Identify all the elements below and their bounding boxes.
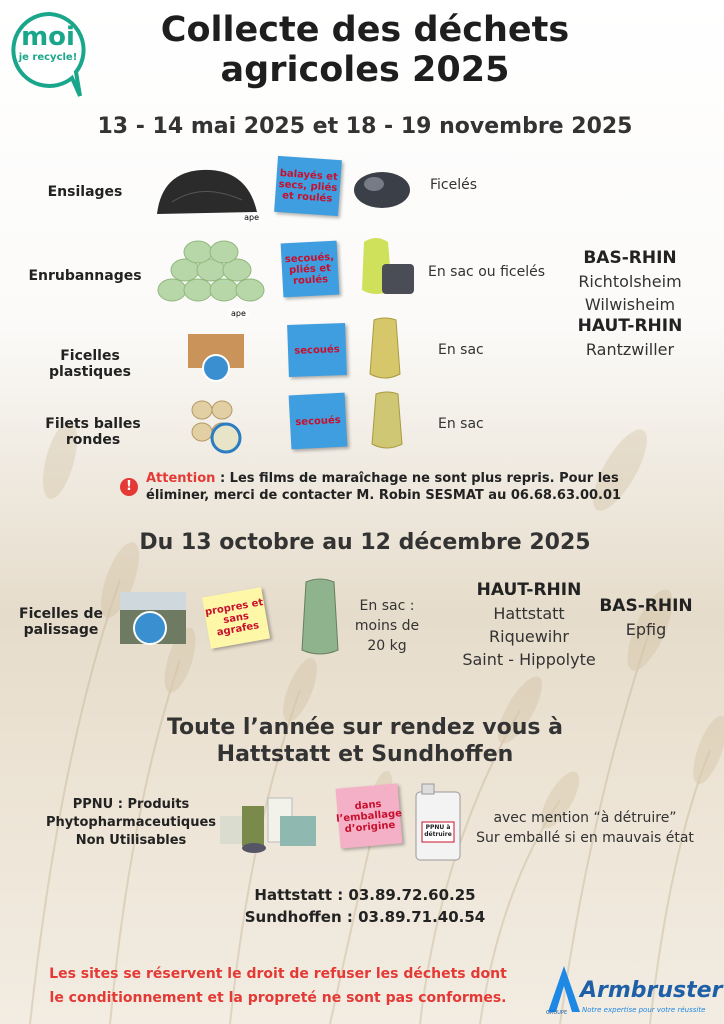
label-line-2: palissage <box>23 622 99 638</box>
remark-2: Sur emballé si en mauvais état <box>476 830 694 846</box>
sticky-note-ppnu: dans l’emballage d’origine <box>336 783 403 848</box>
region-bas-rhin: BAS-RHIN <box>583 248 677 268</box>
section2-dates: Du 13 octobre au 12 décembre 2025 <box>139 530 591 555</box>
region-haut-rhin: HAUT-RHIN <box>476 580 582 600</box>
region-bas-rhin: BAS-RHIN <box>599 596 693 616</box>
brand-name: Armbruster <box>580 978 723 1003</box>
logo-text-recycle: je recycle! <box>18 52 78 63</box>
contact-sundhoffen: Sundhoffen : 03.89.71.40.54 <box>244 908 486 926</box>
warning-line-1: Les sites se réservent le droit de refuser les déchets dont <box>49 966 507 982</box>
row-label-ficelles-palissage <box>16 606 106 638</box>
brand-tagline: Notre expertise pour votre réussite <box>582 1006 706 1014</box>
page-title <box>130 10 600 90</box>
row-condition-enrubannages: En sac ou ficelés <box>428 264 546 280</box>
sticky-note-ficelles-plastiques: secoués <box>287 323 347 377</box>
row-label-enrubannages: Enrubannages <box>28 268 142 284</box>
section3-title <box>80 714 650 768</box>
row-condition-ficelles-plastiques: En sac <box>438 342 484 358</box>
region-haut-rhin: HAUT-RHIN <box>577 316 683 336</box>
ppnu-line-2: Phytopharmaceutiques <box>46 815 217 830</box>
bundled-plastic-image <box>352 164 412 210</box>
brand-group: GROUPE <box>546 1010 568 1016</box>
footer-warning <box>18 962 538 1010</box>
row-condition-filets: En sac <box>438 416 484 432</box>
sack-image <box>298 576 342 658</box>
section3-title-line-2: Hattstatt et Sundhoffen <box>216 742 514 767</box>
sticky-note-ensilages: balayés et secs, pliés et roulés <box>274 156 342 216</box>
row-label-filets: Filets balles rondes <box>45 416 141 448</box>
section1-dates: 13 - 14 mai 2025 et 18 - 19 novembre 2025 <box>97 114 633 139</box>
sack-image <box>368 390 406 452</box>
remark-1: avec mention “à détruire” <box>493 810 677 826</box>
sticky-note-enrubannages: secoués, pliés et roulés <box>281 241 340 298</box>
city-epfig: Epfig <box>625 620 667 639</box>
condition-line-1: En sac : <box>359 598 415 614</box>
sticky-note-palissage: propres et sans agrafes <box>202 587 270 649</box>
jerrycan-label: PPNU à détruire <box>424 824 452 838</box>
sticky-note-filets: secoués <box>289 393 348 450</box>
warning-line-2: le conditionnement et la propreté ne sont pas conformes. <box>49 990 507 1006</box>
wrapped-bales-image <box>152 240 272 318</box>
section2-haut-rhin <box>454 580 604 669</box>
city-rantzwiller: Rantzwiller <box>585 340 675 359</box>
moi-je-recycle-logo <box>10 10 90 100</box>
vineyard-image <box>118 590 190 652</box>
city-wilwisheim: Wilwisheim <box>584 295 676 314</box>
twine-pallet-image <box>186 330 250 382</box>
ape-tag: ape <box>241 213 262 222</box>
row-condition-ensilages: Ficelés <box>430 177 478 193</box>
attention-icon: ! <box>120 478 138 496</box>
title-line-1: Collecte des déchets <box>160 10 570 50</box>
ppnu-line-3: Non Utilisables <box>75 833 187 848</box>
city-hattstatt: Hattstatt <box>493 604 565 623</box>
sack-image <box>366 316 404 382</box>
section3-title-line-1: Toute l’année sur rendez vous à <box>166 715 564 740</box>
section1-regions <box>560 248 700 359</box>
condition-line-2: moins de <box>354 618 420 634</box>
city-riquewihr: Riquewihr <box>489 627 569 646</box>
condition-line-3: 20 kg <box>367 638 407 654</box>
row-label-ficelles-plastiques: Ficelles plastiques <box>49 348 131 380</box>
city-saint-hippolyte: Saint - Hippolyte <box>462 650 596 669</box>
city-richtolsheim: Richtolsheim <box>578 272 682 291</box>
label-line-1: Ficelles de <box>19 606 103 622</box>
row-label-ensilages: Ensilages <box>47 184 123 200</box>
net-rolls-image <box>190 398 250 454</box>
logo-text-moi: moi <box>21 22 75 52</box>
section2-bas-rhin <box>596 596 696 639</box>
contact-hattstatt: Hattstatt : 03.89.72.60.25 <box>254 886 476 904</box>
silage-image <box>152 162 262 222</box>
contacts <box>200 884 530 928</box>
section2-condition <box>352 596 422 656</box>
ppnu-jerrycan-image <box>412 782 464 864</box>
attention-word: Attention <box>146 471 216 486</box>
ppnu-remarks <box>470 808 700 848</box>
bag-and-bundle-image <box>356 234 416 302</box>
pesticide-products-image <box>218 792 318 854</box>
armbruster-logo <box>546 964 723 1018</box>
attention-text: : Les films de maraîchage ne sont plus repris. Pour les éliminer, merci de contacter M. Robin SESMAT au 06.68.63.00.01 <box>146 471 622 503</box>
attention-message <box>146 470 626 504</box>
ppnu-label <box>46 796 216 850</box>
ape-tag: ape <box>228 309 249 318</box>
title-line-2: agricoles 2025 <box>220 50 510 90</box>
ppnu-line-1: PPNU : Produits <box>72 797 190 812</box>
